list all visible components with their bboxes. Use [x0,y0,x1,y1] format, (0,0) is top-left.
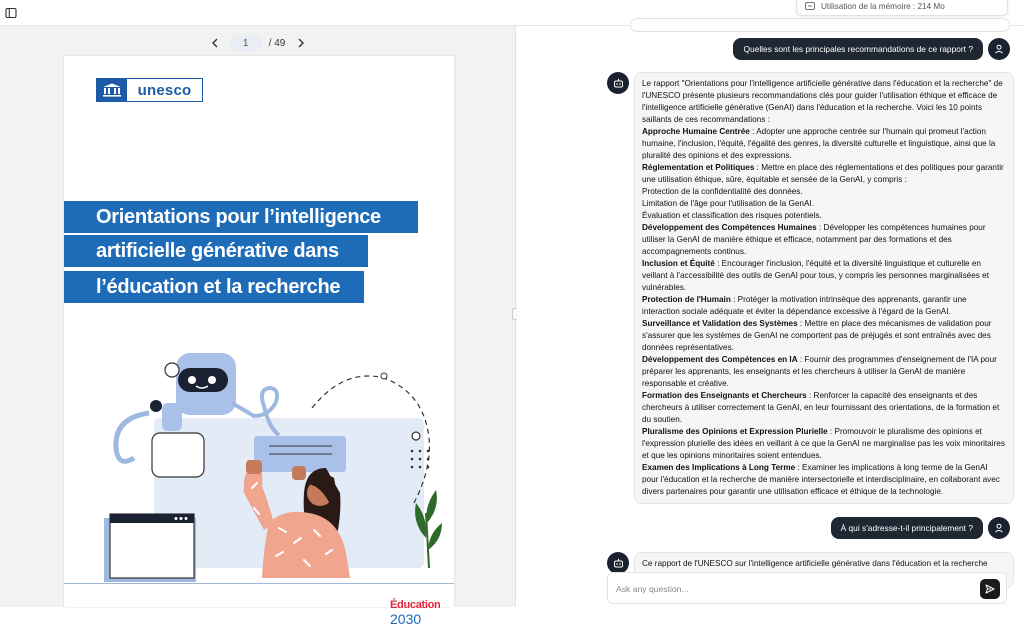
recommendation-item [642,390,1006,426]
recommendation-text: : Adopter une approche centrée sur l'humain qui promeut l'action humaine, l'inclusion, l'équité, l'égalité des genres, la diversité culturelle et linguistique, ainsi que la pluralité des opinions et des expressions. [642,127,996,160]
recommendation-item [642,162,1006,186]
unesco-logo-text: unesco [137,81,192,99]
chevron-right-icon[interactable] [293,35,309,51]
page-divider [64,583,454,584]
memory-usage-text: Utilisation de la mémoire : 214 Mo [821,1,945,11]
page-navigation [0,34,516,52]
send-icon[interactable] [980,579,1000,599]
document-title-line: l’éducation et la recherche [64,271,364,303]
recommendation-text: : Développer les compétences humaines pour utiliser la GenAI de manière éthique et efficace, notamment par des formations et des accompagnements continus. [642,223,986,256]
assistant-message-row [607,72,1014,504]
recommendation-item [642,294,1006,318]
education-logo-line2: 2030 [390,611,422,627]
recommendation-subitem: Évaluation et classification des risques potentiels. [642,211,822,220]
recommendation-title: Surveillance et Validation des Systèmes [642,319,798,328]
document-title-line: Orientations pour l’intelligence [64,201,418,233]
recommendation-title: Formation des Enseignants et Chercheurs [642,391,807,400]
recommendation-item [642,126,1006,162]
user-avatar-icon [988,517,1010,539]
recommendation-text: : Mettre en place des mécanismes de validation pour s'assurer que les systèmes de GenAI ne comportent pas de préjugés et sont entraînés avec des données représentatives. [642,319,992,352]
previous-message-edge [630,18,1010,32]
recommendation-subitem: Protection de la confidentialité des données. [642,187,803,196]
question-input[interactable] [616,580,966,598]
recommendation-title: Approche Humaine Centrée [642,127,750,136]
recommendation-text: : Fournir des programmes d'enseignement de l'IA pour préparer les apprenants, les enseignants et les chercheurs à utiliser la GenAI de manière responsable et créative. [642,355,997,388]
recommendation-title: Développement des Compétences en IA [642,355,798,364]
recommendation-item [642,462,1006,498]
recommendation-title: Pluralisme des Opinions et Expression Plurielle [642,427,828,436]
recommendation-text: : Promouvoir le pluralisme des opinions et l'expression plurielle des idées en veillant à ce que la GenAI ne marginalise pas les voix minoritaires et que les opinions minoritaires soient entendues. [642,427,1005,460]
user-message-row [733,38,1010,60]
recommendation-title: Réglementation et Politiques [642,163,755,172]
assistant-message [634,72,1014,504]
recommendation-text: : Mettre en place des réglementations et des politiques pour garantir une utilisation éthique, sûre, équitable et sensée de la GenAI, y compris : [642,163,1004,184]
pdf-page [64,56,454,627]
assistant-intro: Ce rapport de l'UNESCO sur l'intelligence artificielle générative dans l'éducation et la recherche [642,559,988,568]
recommendation-text: : Protéger la motivation intrinsèque des apprenants, garantir une interaction sociale adéquate et éviter la dépendance excessive à l'égard de la GenAI. [642,295,967,316]
recommendation-item [642,258,1006,294]
assistant-intro: Le rapport "Orientations pour l'intelligence artificielle générative dans l'éducation et la recherche" de l'UNESCO présente plusieurs recommandations clés pour guider l'utilisation éthique et efficace de l'intelligence artificielle générative (GenAI) dans l'éducation et la recherche. Voici les 10 points saillants de ces recommandations : [642,79,1003,124]
recommendation-item [642,222,1006,258]
memory-usage-badge [796,0,1008,16]
education-logo-line1: Éducation [390,599,441,611]
unesco-temple-icon [97,79,127,101]
chat-panel [517,26,1024,607]
recommendation-item [642,354,1006,390]
chat-input-bar [607,572,1007,604]
user-message: À qui s'adresse-t-il principalement ? [831,517,983,539]
memory-icon [805,2,815,10]
recommendation-title: Inclusion et Équité [642,259,715,268]
education-2030-logo [390,600,448,628]
recommendation-text: : Renforcer la capacité des enseignants et des chercheurs à utiliser correctement la GenAI, en leur fournissant des orientations, de la formation et du soutien. [642,391,1000,424]
recommendation-title: Développement des Compétences Humaines [642,223,817,232]
recommendation-text: : Examiner les implications à long terme de la GenAI pour l'éducation et la recherche de manière intersectorielle et interdisciplinaire, en collaborant avec divers partenaires pour garantir une utilisation efficace et éthique de la technologie. [642,463,1000,496]
chevron-left-icon[interactable] [207,35,223,51]
user-message: Quelles sont les principales recommandations de ce rapport ? [733,38,983,60]
sidebar-toggle-icon[interactable] [5,7,17,19]
recommendation-subitem: Limitation de l'âge pour l'utilisation de la GenAI. [642,199,814,208]
pdf-viewer [0,26,516,627]
recommendation-text: : Encourager l'inclusion, l'équité et la diversité linguistique et culturelle en veillant à l'accessibilité des outils de GenAI pour tous, y compris les personnes marginalisées et vulnérables. [642,259,989,292]
recommendation-title: Examen des Implications à Long Terme [642,463,796,472]
total-pages: / 49 [268,37,286,49]
bot-avatar-icon [607,552,629,574]
page-number-input[interactable] [231,35,261,51]
unesco-logo [96,78,203,102]
bot-avatar-icon [607,72,629,94]
recommendation-title: Protection de l'Humain [642,295,731,304]
cover-illustration [94,318,444,568]
user-avatar-icon [988,38,1010,60]
document-title-line: artificielle générative dans [64,235,368,267]
recommendation-item [642,426,1006,462]
user-message-row [831,517,1010,539]
recommendation-item [642,318,1006,354]
